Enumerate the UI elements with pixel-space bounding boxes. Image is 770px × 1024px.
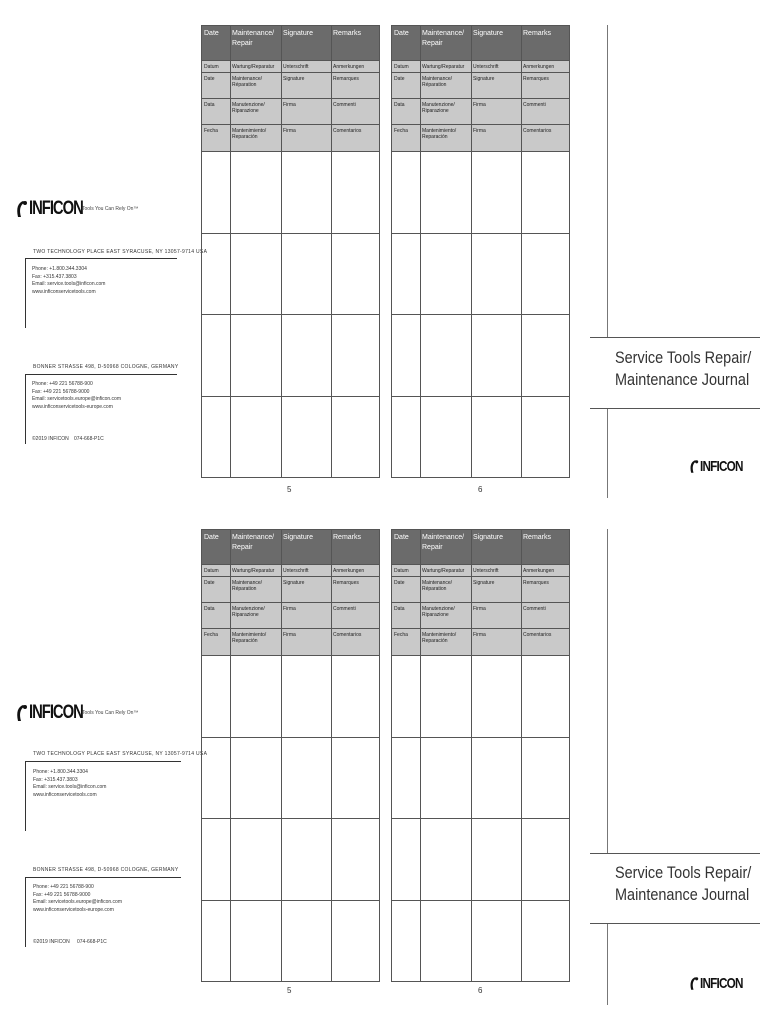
us-address: TWO TECHNOLOGY PLACE EAST SYRACUSE, NY 13057-9714 USA	[33, 249, 208, 255]
divider	[202, 655, 379, 656]
cell: Remarques	[333, 76, 359, 82]
us-contact-block	[33, 769, 106, 799]
divider	[25, 374, 26, 444]
header-remarks: Remarks	[333, 534, 362, 541]
table-header	[392, 530, 569, 564]
cell: Datum	[204, 568, 219, 574]
cell: Firma	[283, 632, 296, 638]
us-phone: Phone: +1.800.344.3304	[33, 769, 88, 775]
eu-phone: Phone: +49 221 56788-900	[32, 381, 93, 387]
divider	[281, 26, 282, 477]
divider	[25, 258, 177, 259]
cell: Wartung/Reparatur	[232, 568, 275, 574]
divider	[471, 530, 472, 981]
divider	[25, 877, 181, 878]
divider	[590, 337, 760, 338]
eu-phone: Phone: +49 221 56788-900	[33, 884, 94, 890]
inficon-logo	[14, 198, 138, 220]
cell: Firma	[473, 128, 486, 134]
us-fax: Fax: +315.437.3803	[33, 776, 78, 783]
divider	[202, 396, 379, 397]
divider	[607, 25, 608, 337]
divider	[25, 877, 26, 947]
lang-row-it	[392, 98, 569, 125]
divider	[607, 529, 608, 854]
cell: Manutenzione/ Riparazione	[422, 606, 455, 618]
cell: Datum	[394, 568, 409, 574]
header-date: Date	[394, 534, 409, 541]
us-phone: Phone: +1.800.344.3304	[32, 266, 87, 272]
document-code: 074-668-P1C	[74, 436, 104, 442]
header-maintenance: Maintenance/ Repair	[422, 534, 465, 551]
journal-table-right	[391, 25, 570, 478]
lang-row-es	[202, 628, 379, 656]
journal-spread-bottom	[0, 504, 770, 1008]
table-header	[202, 530, 379, 564]
table-header	[392, 26, 569, 60]
cell: Maintenance/ Réparation	[422, 580, 453, 592]
lang-row-it	[392, 602, 569, 629]
divider	[230, 530, 231, 981]
header-remarks: Remarks	[523, 534, 552, 541]
cell: Commenti	[333, 102, 356, 108]
header-remarks: Remarks	[523, 30, 552, 37]
cell: Datum	[394, 64, 409, 70]
cell: Firma	[473, 606, 486, 612]
divider	[420, 26, 421, 477]
inficon-logo-icon	[688, 459, 699, 474]
journal-spread-top	[0, 0, 770, 504]
divider	[590, 853, 760, 854]
copyright: ©2019 INFICON	[32, 436, 69, 442]
divider	[392, 655, 569, 656]
divider	[202, 233, 379, 234]
brand-name: INFICON	[700, 458, 743, 475]
cell: Comentarios	[523, 128, 552, 134]
cell: Anmerkungen	[333, 568, 365, 574]
cell: Commenti	[333, 606, 356, 612]
cell: Mantenimiento/ Reparación	[232, 632, 267, 644]
cell: Fecha	[394, 128, 408, 134]
header-date: Date	[204, 30, 219, 37]
header-signature: Signature	[283, 30, 313, 37]
cell: Commenti	[523, 102, 546, 108]
cover-title	[615, 862, 751, 906]
divider	[607, 923, 608, 1005]
cover-title-line-1: Service Tools Repair/	[615, 348, 752, 367]
cell: Comentarios	[523, 632, 552, 638]
page-number-left: 5	[287, 485, 292, 494]
brand-name: INFICON	[29, 702, 83, 723]
lang-row-fr	[202, 576, 379, 603]
cover-title-line-1: Service Tools Repair/	[615, 863, 752, 882]
journal-table-left	[201, 529, 380, 982]
inficon-logo-icon	[14, 704, 28, 722]
cell: Mantenimiento/ Reparación	[422, 128, 457, 140]
eu-fax: Fax: +49 221 56788-9000	[32, 388, 90, 395]
cell: Maintenance/ Réparation	[232, 580, 263, 592]
cell: Fecha	[394, 632, 408, 638]
us-email: Email: service.tools@inficon.com	[33, 784, 107, 790]
cell: Mantenimiento/ Reparación	[422, 632, 457, 644]
lang-row-fr	[392, 72, 569, 99]
divider	[590, 408, 760, 409]
divider	[331, 530, 332, 981]
cell: Data	[394, 102, 405, 108]
us-web: www.inficonservicetools.com	[33, 791, 97, 798]
cell: Fecha	[204, 632, 218, 638]
cell: Commenti	[523, 606, 546, 612]
cover-inficon-logo	[688, 458, 755, 475]
cell: Maintenance/ Réparation	[232, 76, 263, 88]
cell: Wartung/Reparatur	[232, 64, 275, 70]
divider	[521, 26, 522, 477]
divider	[25, 761, 26, 831]
header-signature: Signature	[473, 30, 503, 37]
cell: Signature	[283, 580, 305, 586]
journal-table-right	[391, 529, 570, 982]
lang-row-fr	[202, 72, 379, 99]
cover-title	[615, 347, 751, 391]
inficon-logo	[14, 702, 138, 724]
cell: Remarques	[523, 580, 549, 586]
cell: Wartung/Reparatur	[422, 64, 465, 70]
eu-email: Email: servicetools.europe@inficon.com	[32, 396, 122, 402]
cell: Firma	[473, 102, 486, 108]
cell: Signature	[283, 76, 305, 82]
page-number-right: 6	[478, 485, 483, 494]
cell: Manutenzione/ Riparazione	[232, 606, 265, 618]
divider	[392, 151, 569, 152]
divider	[392, 233, 569, 234]
cell: Anmerkungen	[523, 568, 555, 574]
inficon-logo-icon	[688, 976, 699, 991]
lang-row-es	[392, 124, 569, 152]
brand-tagline: Tools You Can Rely On™	[82, 710, 139, 716]
divider	[25, 258, 26, 328]
cell: Firma	[473, 632, 486, 638]
cell: Data	[204, 102, 215, 108]
table-header	[202, 26, 379, 60]
header-date: Date	[394, 30, 409, 37]
cell: Signature	[473, 580, 495, 586]
divider	[392, 900, 569, 901]
page-number-right: 6	[478, 986, 483, 995]
brand-name: INFICON	[700, 975, 743, 992]
cell: Unterschrift	[473, 568, 499, 574]
header-signature: Signature	[473, 534, 503, 541]
divider	[202, 737, 379, 738]
eu-address: BONNER STRASSE 498, D-50968 COLOGNE, GERMANY	[33, 364, 179, 370]
cell: Anmerkungen	[333, 64, 365, 70]
divider	[607, 408, 608, 498]
cell: Manutenzione/ Riparazione	[422, 102, 455, 114]
divider	[471, 26, 472, 477]
cell: Remarques	[523, 76, 549, 82]
lang-row-it	[202, 602, 379, 629]
cell: Anmerkungen	[523, 64, 555, 70]
eu-fax: Fax: +49 221 56788-9000	[33, 891, 91, 898]
cover-title-line-2: Maintenance Journal	[615, 885, 750, 904]
cell: Unterschrift	[283, 64, 309, 70]
inficon-logo-icon	[14, 200, 28, 218]
header-maintenance: Maintenance/ Repair	[232, 30, 275, 47]
cell: Datum	[204, 64, 219, 70]
journal-table-left	[201, 25, 380, 478]
divider	[202, 818, 379, 819]
divider	[230, 26, 231, 477]
cover-title-line-2: Maintenance Journal	[615, 370, 750, 389]
brand-tagline: Tools You Can Rely On™	[82, 206, 139, 212]
eu-email: Email: servicetools.europe@inficon.com	[33, 899, 123, 905]
cell: Date	[204, 580, 215, 586]
cell: Mantenimiento/ Reparación	[232, 128, 267, 140]
cell: Date	[394, 76, 405, 82]
divider	[202, 900, 379, 901]
divider	[590, 923, 760, 924]
divider	[25, 761, 181, 762]
header-maintenance: Maintenance/ Repair	[232, 534, 275, 551]
eu-contact-block	[33, 884, 122, 914]
eu-web: www.inficonservicetools-europe.com	[33, 906, 114, 913]
cell: Firma	[283, 102, 296, 108]
eu-web: www.inficonservicetools-europe.com	[32, 403, 113, 410]
cell: Comentarios	[333, 128, 362, 134]
document-code: 074-668-P1C	[77, 939, 107, 945]
header-remarks: Remarks	[333, 30, 362, 37]
us-web: www.inficonservicetools.com	[32, 288, 96, 295]
us-contact-block	[32, 266, 105, 296]
divider	[392, 396, 569, 397]
brand-name: INFICON	[29, 198, 83, 219]
page-number-left: 5	[287, 986, 292, 995]
lang-row-it	[202, 98, 379, 125]
cell: Data	[394, 606, 405, 612]
divider	[392, 818, 569, 819]
cell: Unterschrift	[283, 568, 309, 574]
header-signature: Signature	[283, 534, 313, 541]
divider	[392, 737, 569, 738]
cell: Unterschrift	[473, 64, 499, 70]
divider	[281, 530, 282, 981]
cell: Fecha	[204, 128, 218, 134]
cell: Remarques	[333, 580, 359, 586]
cell: Wartung/Reparatur	[422, 568, 465, 574]
lang-row-fr	[392, 576, 569, 603]
copyright: ©2019 INFICON	[33, 939, 70, 945]
cell: Comentarios	[333, 632, 362, 638]
eu-contact-block	[32, 381, 121, 411]
cell: Maintenance/ Réparation	[422, 76, 453, 88]
divider	[521, 530, 522, 981]
cell: Signature	[473, 76, 495, 82]
cell: Data	[204, 606, 215, 612]
us-email: Email: service.tools@inficon.com	[32, 281, 106, 287]
cell: Manutenzione/ Riparazione	[232, 102, 265, 114]
divider	[420, 530, 421, 981]
divider	[392, 314, 569, 315]
lang-row-es	[202, 124, 379, 152]
divider	[25, 374, 177, 375]
lang-row-es	[392, 628, 569, 656]
divider	[202, 151, 379, 152]
cell: Date	[394, 580, 405, 586]
header-maintenance: Maintenance/ Repair	[422, 30, 465, 47]
header-date: Date	[204, 534, 219, 541]
divider	[202, 314, 379, 315]
cell: Date	[204, 76, 215, 82]
us-address: TWO TECHNOLOGY PLACE EAST SYRACUSE, NY 13057-9714 USA	[33, 751, 208, 757]
cell: Firma	[283, 606, 296, 612]
us-fax: Fax: +315.437.3803	[32, 273, 77, 280]
cell: Firma	[283, 128, 296, 134]
divider	[331, 26, 332, 477]
cover-inficon-logo	[688, 975, 755, 992]
eu-address: BONNER STRASSE 498, D-50968 COLOGNE, GERMANY	[33, 867, 179, 873]
